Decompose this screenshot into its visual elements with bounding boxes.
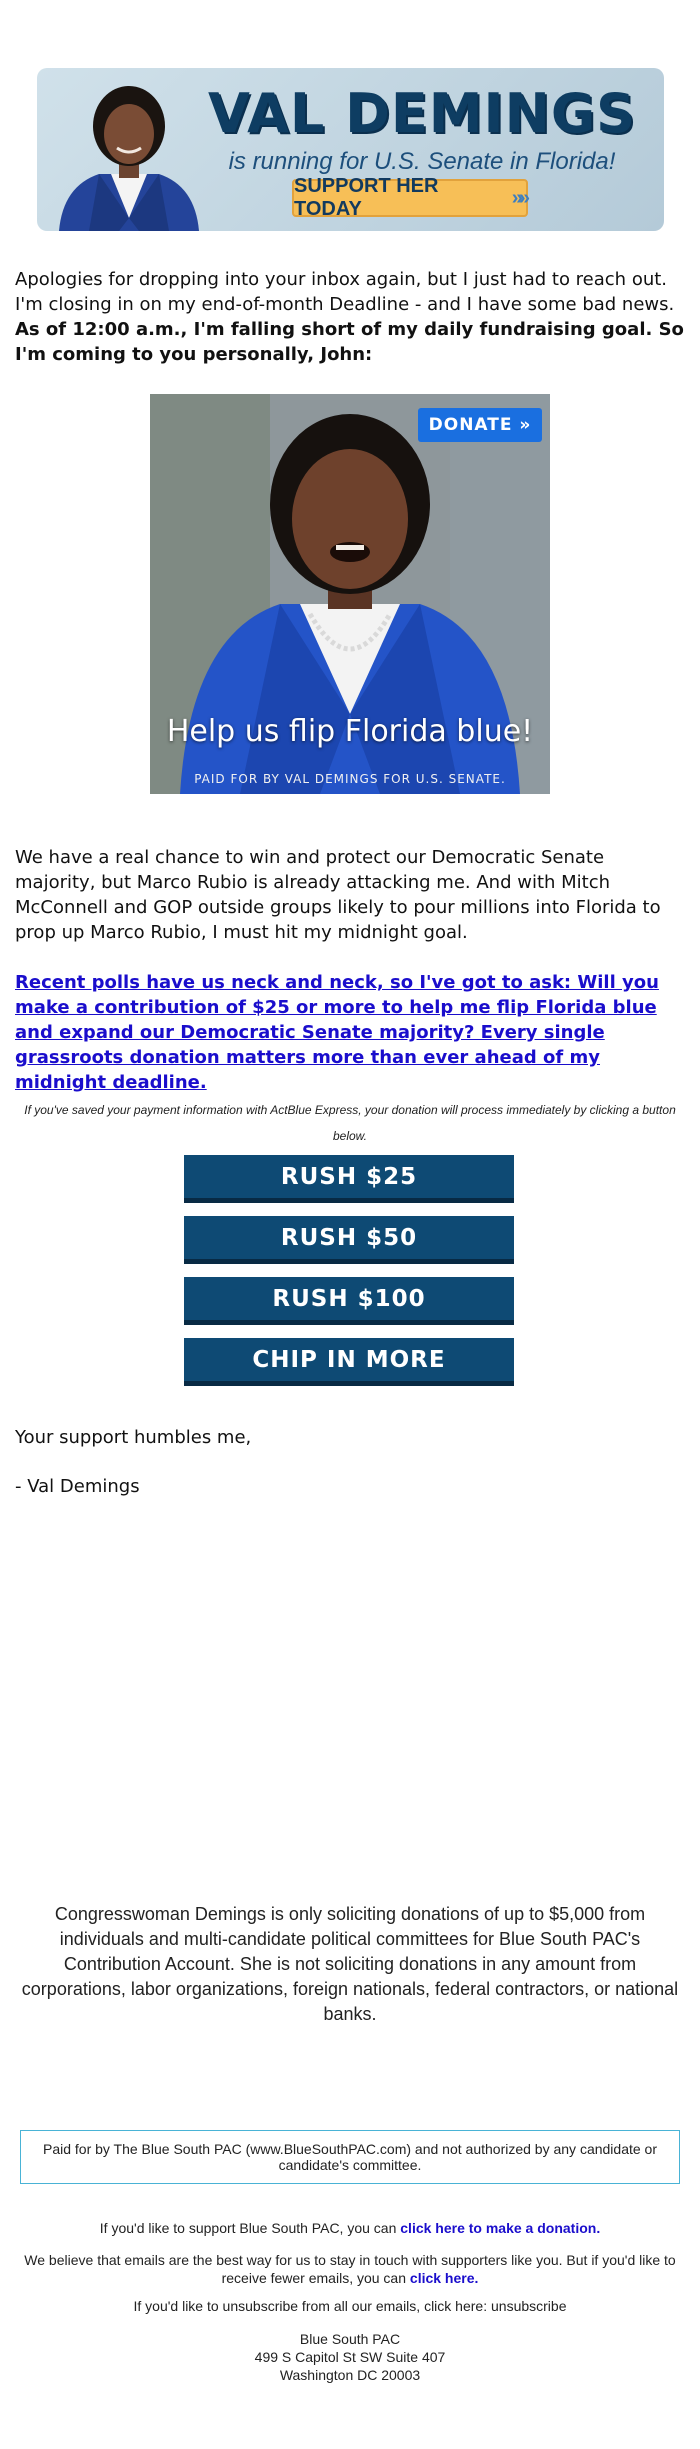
unsubscribe-prefix: If you'd like to unsubscribe from all our emails, click here:: [133, 2298, 491, 2314]
footer-support-line: [15, 2219, 685, 2237]
chip-in-more-button[interactable]: CHIP IN MORE: [184, 1338, 514, 1386]
video-caption: Help us flip Florida blue!: [166, 714, 534, 749]
make-donation-link[interactable]: click here to make a donation.: [400, 2220, 601, 2236]
org-name: Blue South PAC: [299, 2331, 401, 2347]
closing-line: Your support humbles me,: [15, 1427, 252, 1448]
rush-50-button[interactable]: RUSH $50: [184, 1216, 514, 1264]
double-chevron-icon: »»: [511, 186, 526, 209]
unsubscribe-link[interactable]: unsubscribe: [491, 2298, 567, 2314]
header-banner[interactable]: [37, 68, 664, 231]
solicitation-disclaimer: Congresswoman Demings is only soliciting donations of up to $5,000 from individuals and multi-candidate political committees for Blue South PAC's Contribution Account. She is not soliciting donations in any amount from corporations, labor organizations, foreign nationals, federal contractors, or national banks.: [21, 1904, 679, 2024]
intro-paragraph: [15, 267, 685, 367]
footer-unsubscribe-line: [15, 2297, 685, 2315]
fewer-prefix: We believe that emails are the best way for us to stay in touch with supporters like you. But if you'd like to receive fewer emails, you can: [24, 2252, 676, 2286]
rubio-paragraph: We have a real chance to win and protect our Democratic Senate majority, but Marco Rubio is already attacking me. And with Mitch McConnell and GOP outside groups likely to pour millions into Florida to prop up Marco Rubio, I must hit my midnight goal.: [15, 847, 661, 943]
support-prefix: If you'd like to support Blue South PAC, you can: [99, 2220, 401, 2236]
city-address: Washington DC 20003: [279, 2367, 421, 2383]
actblue-express-note: If you've saved your payment information with ActBlue Express, your donation will process immediately by clicking a button below.: [24, 1103, 676, 1143]
donate-badge[interactable]: DONATE »: [418, 408, 542, 442]
candidate-portrait: [49, 68, 209, 231]
banner-tagline: is running for U.S. Senate in Florida!: [228, 148, 616, 175]
intro-bold-text: As of 12:00 a.m., I'm falling short of my daily fundraising goal. So I'm coming to you personally, John:: [15, 319, 684, 365]
video-paid-for: PAID FOR BY VAL DEMINGS FOR U.S. SENATE.: [194, 772, 506, 786]
paid-for-text: Paid for by The Blue South PAC (www.BlueSouthPAC.com) and not authorized by any candidate or candidate's committee.: [42, 2141, 657, 2173]
footer-address: [15, 2330, 685, 2384]
fewer-emails-link[interactable]: click here.: [409, 2270, 479, 2286]
paid-for-box: [20, 2130, 680, 2184]
banner-candidate-name: VAL DEMINGS: [207, 82, 637, 145]
rush-100-button[interactable]: RUSH $100: [184, 1277, 514, 1325]
footer-fewer-emails-line: [15, 2251, 685, 2287]
intro-text: Apologies for dropping into your inbox again, but I just had to reach out. I'm closing in on my end-of-month Deadline - and I have some bad news.: [15, 269, 675, 315]
support-button-label: SUPPORT HER TODAY: [294, 175, 439, 220]
support-her-today-button[interactable]: [292, 175, 528, 220]
street-address: 499 S Capitol St SW Suite 407: [254, 2349, 446, 2365]
signature: - Val Demings: [15, 1476, 140, 1497]
video-thumbnail[interactable]: [150, 394, 550, 794]
contribution-ask-link[interactable]: Recent polls have us neck and neck, so I've got to ask: Will you make a contribution of $25 or more to help me flip Florida blue and expand our Democratic Senate majority? Every single grassroots donation matters more than ever ahead of my midnight deadline.: [15, 972, 659, 1093]
rush-25-button[interactable]: RUSH $25: [184, 1155, 514, 1203]
